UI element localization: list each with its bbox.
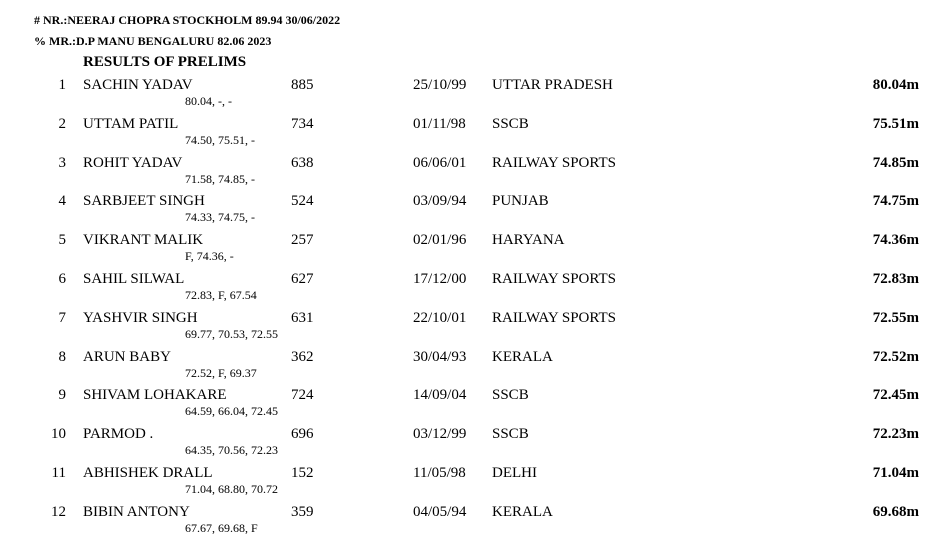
rank-cell: 4 <box>58 193 66 209</box>
team-name: KERALA <box>492 504 553 520</box>
result-row <box>0 115 932 154</box>
date-of-birth: 06/06/01 <box>413 155 467 171</box>
athlete-name: ARUN BABY <box>83 349 171 365</box>
bib-number: 359 <box>291 504 314 520</box>
date-of-birth: 03/09/94 <box>413 193 467 209</box>
bib-number: 696 <box>291 426 314 442</box>
athlete-name: BIBIN ANTONY <box>83 504 190 520</box>
meet-record-line: % MR.:D.P MANU BENGALURU 82.06 2023 <box>34 34 272 48</box>
result-row <box>0 464 932 503</box>
attempts-series: 67.67, 69.68, F <box>185 521 258 535</box>
team-name: DELHI <box>492 465 537 481</box>
best-mark: 72.83m <box>872 271 919 287</box>
best-mark: 75.51m <box>872 116 919 132</box>
date-of-birth: 11/05/98 <box>413 465 466 481</box>
best-mark: 71.04m <box>872 465 919 481</box>
bib-number: 885 <box>291 77 314 93</box>
date-of-birth: 02/01/96 <box>413 232 467 248</box>
best-mark: 72.45m <box>872 387 919 403</box>
rank-cell: 10 <box>51 426 66 442</box>
athlete-name: SHIVAM LOHAKARE <box>83 387 227 403</box>
attempts-series: F, 74.36, - <box>185 249 234 263</box>
rank-cell: 12 <box>51 504 66 520</box>
rank-cell: 9 <box>58 387 66 403</box>
athlete-name: YASHVIR SINGH <box>83 310 198 326</box>
date-of-birth: 01/11/98 <box>413 116 466 132</box>
bib-number: 524 <box>291 193 314 209</box>
attempts-series: 74.50, 75.51, - <box>185 133 255 147</box>
athlete-name: SACHIN YADAV <box>83 77 193 93</box>
athlete-name: ABHISHEK DRALL <box>83 465 213 481</box>
result-row <box>0 503 932 542</box>
result-row <box>0 348 932 387</box>
result-row <box>0 425 932 464</box>
attempts-series: 72.83, F, 67.54 <box>185 288 257 302</box>
date-of-birth: 22/10/01 <box>413 310 467 326</box>
best-mark: 74.36m <box>872 232 919 248</box>
team-name: PUNJAB <box>492 193 549 209</box>
rank-cell: 3 <box>58 155 66 171</box>
attempts-series: 74.33, 74.75, - <box>185 210 255 224</box>
bib-number: 152 <box>291 465 314 481</box>
result-row <box>0 386 932 425</box>
team-name: SSCB <box>492 116 529 132</box>
rank-cell: 8 <box>58 349 66 365</box>
athlete-name: PARMOD . <box>83 426 154 442</box>
result-row <box>0 154 932 193</box>
rank-cell: 2 <box>58 116 66 132</box>
attempts-series: 71.04, 68.80, 70.72 <box>185 482 278 496</box>
rank-cell: 7 <box>58 310 66 326</box>
attempts-series: 64.35, 70.56, 72.23 <box>185 443 278 457</box>
best-mark: 72.52m <box>872 349 919 365</box>
bib-number: 638 <box>291 155 314 171</box>
attempts-series: 69.77, 70.53, 72.55 <box>185 327 278 341</box>
team-name: KERALA <box>492 349 553 365</box>
best-mark: 69.68m <box>872 504 919 520</box>
rank-cell: 1 <box>58 77 66 93</box>
date-of-birth: 17/12/00 <box>413 271 467 287</box>
bib-number: 724 <box>291 387 314 403</box>
team-name: RAILWAY SPORTS <box>492 271 616 287</box>
team-name: SSCB <box>492 387 529 403</box>
attempts-series: 64.59, 66.04, 72.45 <box>185 404 278 418</box>
athlete-name: ROHIT YADAV <box>83 155 183 171</box>
attempts-series: 80.04, -, - <box>185 94 232 108</box>
bib-number: 631 <box>291 310 314 326</box>
team-name: HARYANA <box>492 232 565 248</box>
athlete-name: SARBJEET SINGH <box>83 193 205 209</box>
team-name: RAILWAY SPORTS <box>492 310 616 326</box>
result-row <box>0 192 932 231</box>
result-row <box>0 231 932 270</box>
rank-cell: 5 <box>58 232 66 248</box>
date-of-birth: 25/10/99 <box>413 77 467 93</box>
date-of-birth: 14/09/04 <box>413 387 467 403</box>
bib-number: 734 <box>291 116 314 132</box>
date-of-birth: 03/12/99 <box>413 426 467 442</box>
best-mark: 72.55m <box>872 310 919 326</box>
team-name: UTTAR PRADESH <box>492 77 613 93</box>
best-mark: 72.23m <box>872 426 919 442</box>
athlete-name: SAHIL SILWAL <box>83 271 185 287</box>
athlete-name: VIKRANT MALIK <box>83 232 204 248</box>
rank-cell: 6 <box>58 271 66 287</box>
best-mark: 74.75m <box>872 193 919 209</box>
section-title: RESULTS OF PRELIMS <box>83 54 247 70</box>
best-mark: 80.04m <box>872 77 919 93</box>
attempts-series: 72.52, F, 69.37 <box>185 366 257 380</box>
best-mark: 74.85m <box>872 155 919 171</box>
date-of-birth: 30/04/93 <box>413 349 467 365</box>
team-name: SSCB <box>492 426 529 442</box>
national-record-line: # NR.:NEERAJ CHOPRA STOCKHOLM 89.94 30/06/2022 <box>34 13 341 27</box>
result-row <box>0 76 932 115</box>
bib-number: 257 <box>291 232 314 248</box>
bib-number: 627 <box>291 271 314 287</box>
result-row <box>0 270 932 309</box>
attempts-series: 71.58, 74.85, - <box>185 172 255 186</box>
bib-number: 362 <box>291 349 314 365</box>
rank-cell: 11 <box>51 465 66 481</box>
team-name: RAILWAY SPORTS <box>492 155 616 171</box>
athlete-name: UTTAM PATIL <box>83 116 179 132</box>
date-of-birth: 04/05/94 <box>413 504 467 520</box>
result-row <box>0 309 932 348</box>
